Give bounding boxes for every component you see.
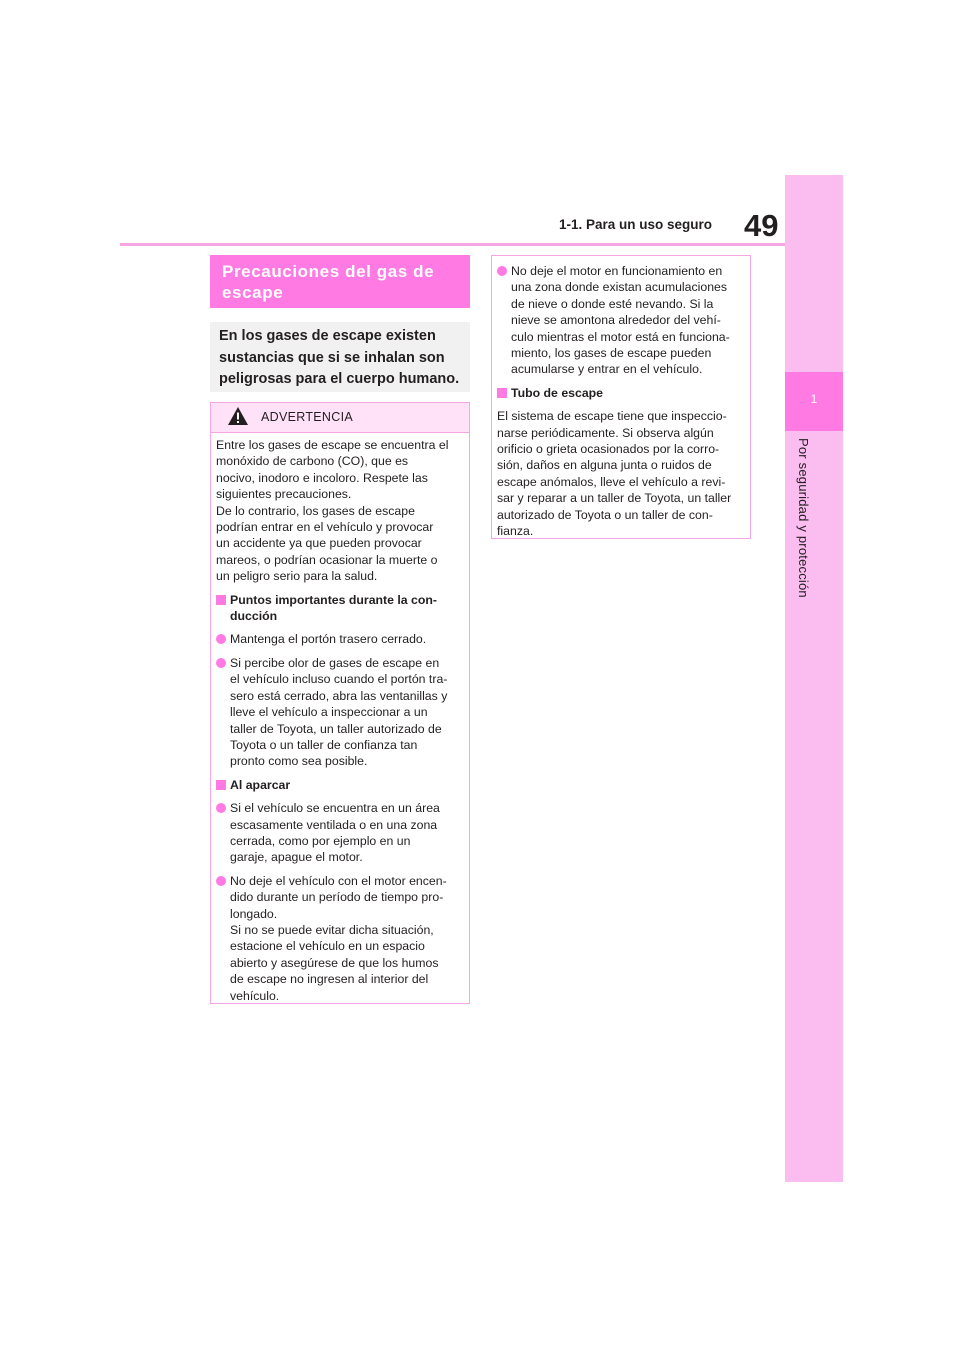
list-item: [497, 263, 742, 378]
square-bullet-icon: [216, 595, 226, 605]
header-rule: [120, 243, 785, 246]
round-bullet-icon: [497, 266, 507, 276]
driving-heading: [216, 592, 461, 625]
intro-summary: En los gases de escape existen sustancias que si se inhalan son peligrosas para el cuerpo humano.: [210, 322, 470, 392]
exhaust-pipe-text: El sistema de escape tiene que inspeccio- narse periódicamente. Si observa algún orificio o grieta ocasionados por la corro- sión, daños en alguna junta o ruidos de escape anómalos, lleve el vehículo a revi- sar y reparar a un taller de Toyota, un taller autorizado de Toyota o un taller de con- fianza.: [497, 409, 732, 539]
list-item: [216, 631, 461, 647]
round-bullet-icon: [216, 658, 226, 668]
side-tab-number: 1: [810, 392, 818, 406]
driving-heading-text: Puntos importantes durante la con- ducción: [230, 592, 438, 624]
exhaust-pipe-heading-text: Tubo de escape: [511, 385, 604, 400]
list-item: [216, 873, 461, 1004]
list-item: [216, 655, 461, 770]
warning-box: [210, 402, 470, 1004]
square-bullet-icon: [216, 780, 226, 790]
list-item-text: No deje el motor en funcionamiento en una zona donde existan acumulaciones de nieve o donde esté nevando. Si la nieve se amontona alrededor del vehí- culo mientras el motor está en funciona- miento, los gases de escape pueden acumularse y entrar en el vehículo.: [511, 264, 730, 377]
parking-heading-text: Al aparcar: [230, 777, 291, 792]
warning-intro-text: Entre los gases de escape se encuentra el monóxido de carbono (CO), que es nocivo, inodoro e incoloro. Respete las siguientes precauciones. De lo contrario, los gases de escape podrían entrar en el vehículo y provocar un accidente ya que pueden provocar mareos, o podrían ocasionar la muerte o un peligro serio para la salud.: [216, 438, 449, 584]
warning-triangle-icon: [227, 406, 249, 431]
round-bullet-icon: [216, 803, 226, 813]
list-item-text: Si el vehículo se encuentra en un área escasamente ventilada o en una zona cerrada, como por ejemplo en un garaje, apague el motor.: [230, 801, 440, 865]
warning-header: [211, 403, 469, 433]
page-number: 49: [744, 208, 779, 243]
exhaust-pipe-heading: [497, 385, 742, 401]
section-title: Precauciones del gas de escape: [210, 255, 470, 308]
side-tab: [785, 175, 843, 1182]
list-item: [216, 800, 461, 866]
warning-continued-box: [491, 255, 751, 539]
square-bullet-icon: [497, 388, 507, 398]
round-bullet-icon: [216, 876, 226, 886]
parking-heading: [216, 777, 461, 793]
list-item-text: Si percibe olor de gases de escape en el vehículo incluso cuando el portón tra- sero está cerrado, abra las ventanillas y lleve el vehículo a inspeccionar a un taller de Toyota, un taller autorizado de Toyota o un taller de confianza tan pronto como sea posible.: [230, 655, 448, 769]
section-header: 1-1. Para un uso seguro: [559, 217, 713, 232]
list-item-text: Mantenga el portón trasero cerrado.: [230, 632, 427, 647]
warning-title: ADVERTENCIA: [261, 410, 353, 424]
round-bullet-icon: [216, 634, 226, 644]
list-item-text: No deje el vehículo con el motor encen- dido durante un período de tiempo pro- longado. Si no se puede evitar dicha situación, estacione el vehículo en un espacio abierto y asegúrese de que los humos de escape no ingresen al interior del vehículo.: [230, 873, 447, 1003]
side-tab-label: Por seguridad y protección: [796, 438, 811, 598]
